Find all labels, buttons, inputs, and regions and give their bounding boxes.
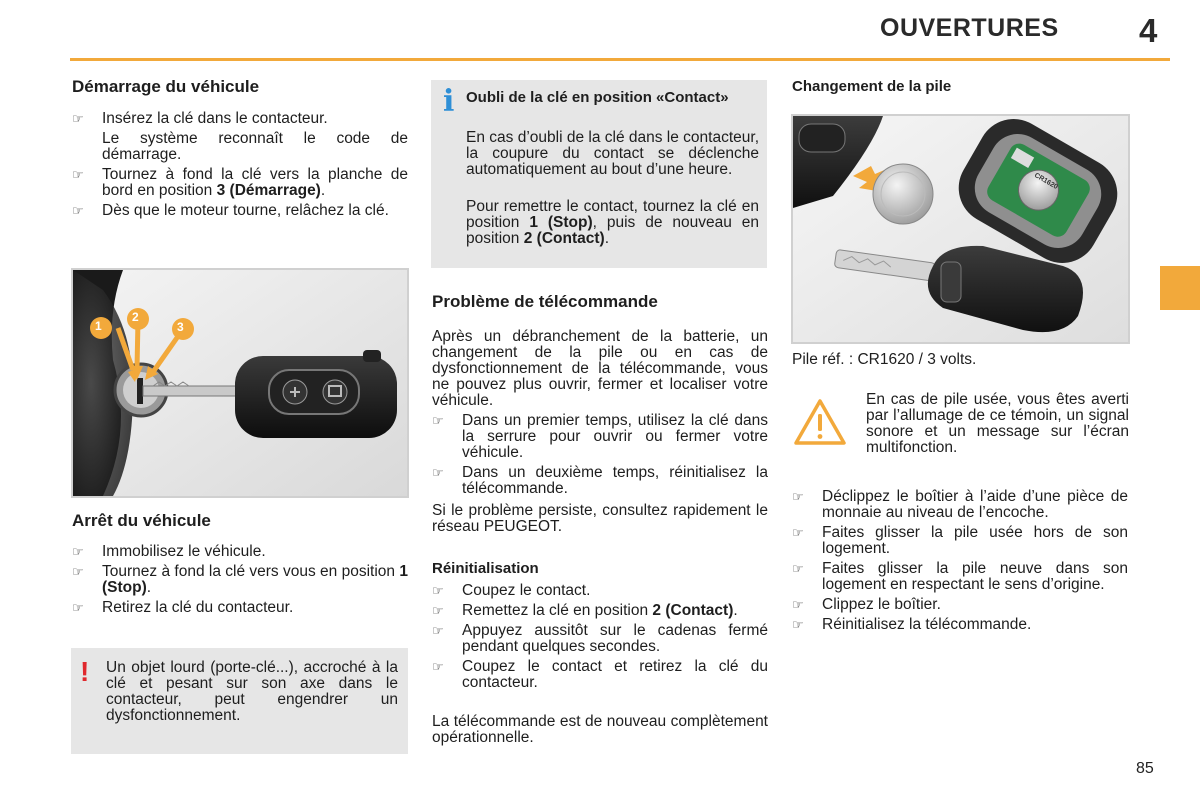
telecommande-steps (432, 413, 768, 501)
pointing-hand-icon: ☞ (432, 583, 444, 598)
list-item: ☞ Tournez à fond la clé vers vous en position 1 (Stop). (72, 563, 408, 596)
reinit-outro: La télécommande est de nouveau complètement opérationnelle. (432, 713, 768, 746)
pile-steps (792, 489, 1128, 637)
list-item: ☞ Faites glisser la pile neuve dans son logement en respectant le sens d’origine. (792, 560, 1128, 593)
header-divider (70, 58, 1170, 61)
pointing-hand-icon: ☞ (792, 561, 804, 576)
list-item: ☞ Remettez la clé en position 2 (Contact). (432, 602, 738, 619)
pointing-hand-icon: ☞ (432, 603, 444, 618)
list-item: ☞ Coupez le contact. (432, 582, 591, 599)
list-item: ☞ Appuyez aussitôt sur le cadenas fermé pendant quelques secondes. (432, 622, 768, 655)
telecommande-intro: Après un débranchement de la batterie, un changement de la pile ou en cas de dysfonctionnement de la télécommande, vous ne pouvez plus ouvrir, fermer et localiser votre véhicule. (432, 328, 768, 409)
pointing-hand-icon: ☞ (792, 489, 804, 504)
pointing-hand-icon: ☞ (432, 413, 444, 428)
page-header-title: OUVERTURES (880, 14, 1059, 42)
pile-title: Changement de la pile (792, 78, 952, 95)
list-item: ☞ Dès que le moteur tourne, relâchez la clé. (72, 202, 389, 219)
battery-label: CR1620 (1032, 172, 1059, 191)
pointing-hand-icon: ☞ (432, 623, 444, 638)
list-item: ☞ Dans un premier temps, utilisez la clé dans la serrure pour ouvrir ou fermer votre véhicule. (432, 412, 768, 461)
pile-warning-text: En cas de pile usée, vous êtes averti par l’allumage de ce témoin, un signal sonore et un message sur l’écran multifonction. (866, 391, 1129, 456)
warning-triangle-icon (794, 398, 846, 446)
chapter-side-tab (1160, 266, 1200, 310)
warning-text: Un objet lourd (porte-clé...), accroché à la clé et pesant sur son axe dans le contacteur, peut engendrer un dysfonctionnement. (106, 659, 398, 724)
battery-change-image (793, 116, 1128, 342)
exclamation-icon: ! (80, 656, 90, 687)
reinit-steps (432, 583, 768, 695)
pointing-hand-icon: ☞ (72, 600, 84, 615)
ignition-key-illustration (71, 268, 409, 498)
callout-label-1: 1 (95, 319, 102, 333)
pointing-hand-icon: ☞ (432, 465, 444, 480)
demarrage-note: Le système reconnaît le code de démarrage. (102, 130, 408, 163)
pointing-hand-icon: ☞ (792, 597, 804, 612)
pointing-hand-icon: ☞ (432, 659, 444, 674)
pointing-hand-icon: ☞ (72, 111, 84, 126)
pointing-hand-icon: ☞ (72, 203, 84, 218)
page-number: 85 (1136, 760, 1154, 777)
list-item: ☞ Dans un deuxième temps, réinitialisez la télécommande. (432, 464, 768, 497)
callout-label-2: 2 (132, 310, 139, 324)
pile-reference: Pile réf. : CR1620 / 3 volts. (792, 351, 977, 368)
pointing-hand-icon: ☞ (792, 525, 804, 540)
info-icon: i (443, 84, 455, 119)
reinit-title: Réinitialisation (432, 560, 539, 577)
list-item: ☞ Faites glisser la pile usée hors de son logement. (792, 524, 1128, 557)
info-paragraph-2: Pour remettre le contact, tournez la clé en position 1 (Stop), puis de nouveau en position 2 (Contact). (466, 198, 759, 247)
list-item: ☞ Tournez à fond la clé vers la planche de bord en position 3 (Démarrage). (72, 166, 408, 199)
info-paragraph-1: En cas d’oubli de la clé dans le contacteur, la coupure du contact se déclenche automatiquement au bout d’une heure. (466, 129, 759, 178)
info-title: Oubli de la clé en position «Contact» (466, 89, 729, 106)
demarrage-title: Démarrage du véhicule (72, 77, 260, 96)
pointing-hand-icon: ☞ (792, 617, 804, 632)
list-item: ☞ Insérez la clé dans le contacteur. (72, 110, 328, 127)
telecommande-outro: Si le problème persiste, consultez rapidement le réseau PEUGEOT. (432, 502, 768, 535)
callout-label-3: 3 (177, 320, 184, 334)
pointing-hand-icon: ☞ (72, 564, 84, 579)
list-item: ☞ Immobilisez le véhicule. (72, 543, 266, 560)
arret-steps (72, 544, 408, 620)
ignition-key-image (73, 270, 407, 496)
battery-change-illustration (791, 114, 1130, 344)
arret-title: Arrêt du véhicule (72, 511, 211, 530)
list-item: ☞ Clippez le boîtier. (792, 596, 941, 613)
demarrage-steps (72, 111, 408, 223)
pointing-hand-icon: ☞ (72, 544, 84, 559)
list-item: ☞ Retirez la clé du contacteur. (72, 599, 294, 616)
list-item: ☞ Déclippez le boîtier à l’aide d’une pièce de monnaie au niveau de l’encoche. (792, 488, 1128, 521)
pointing-hand-icon: ☞ (72, 167, 84, 182)
list-item: ☞ Réinitialisez la télécommande. (792, 616, 1032, 633)
chapter-number: 4 (1139, 12, 1158, 49)
telecommande-title: Problème de télécommande (432, 292, 658, 311)
list-item: ☞ Coupez le contact et retirez la clé du contacteur. (432, 658, 768, 691)
